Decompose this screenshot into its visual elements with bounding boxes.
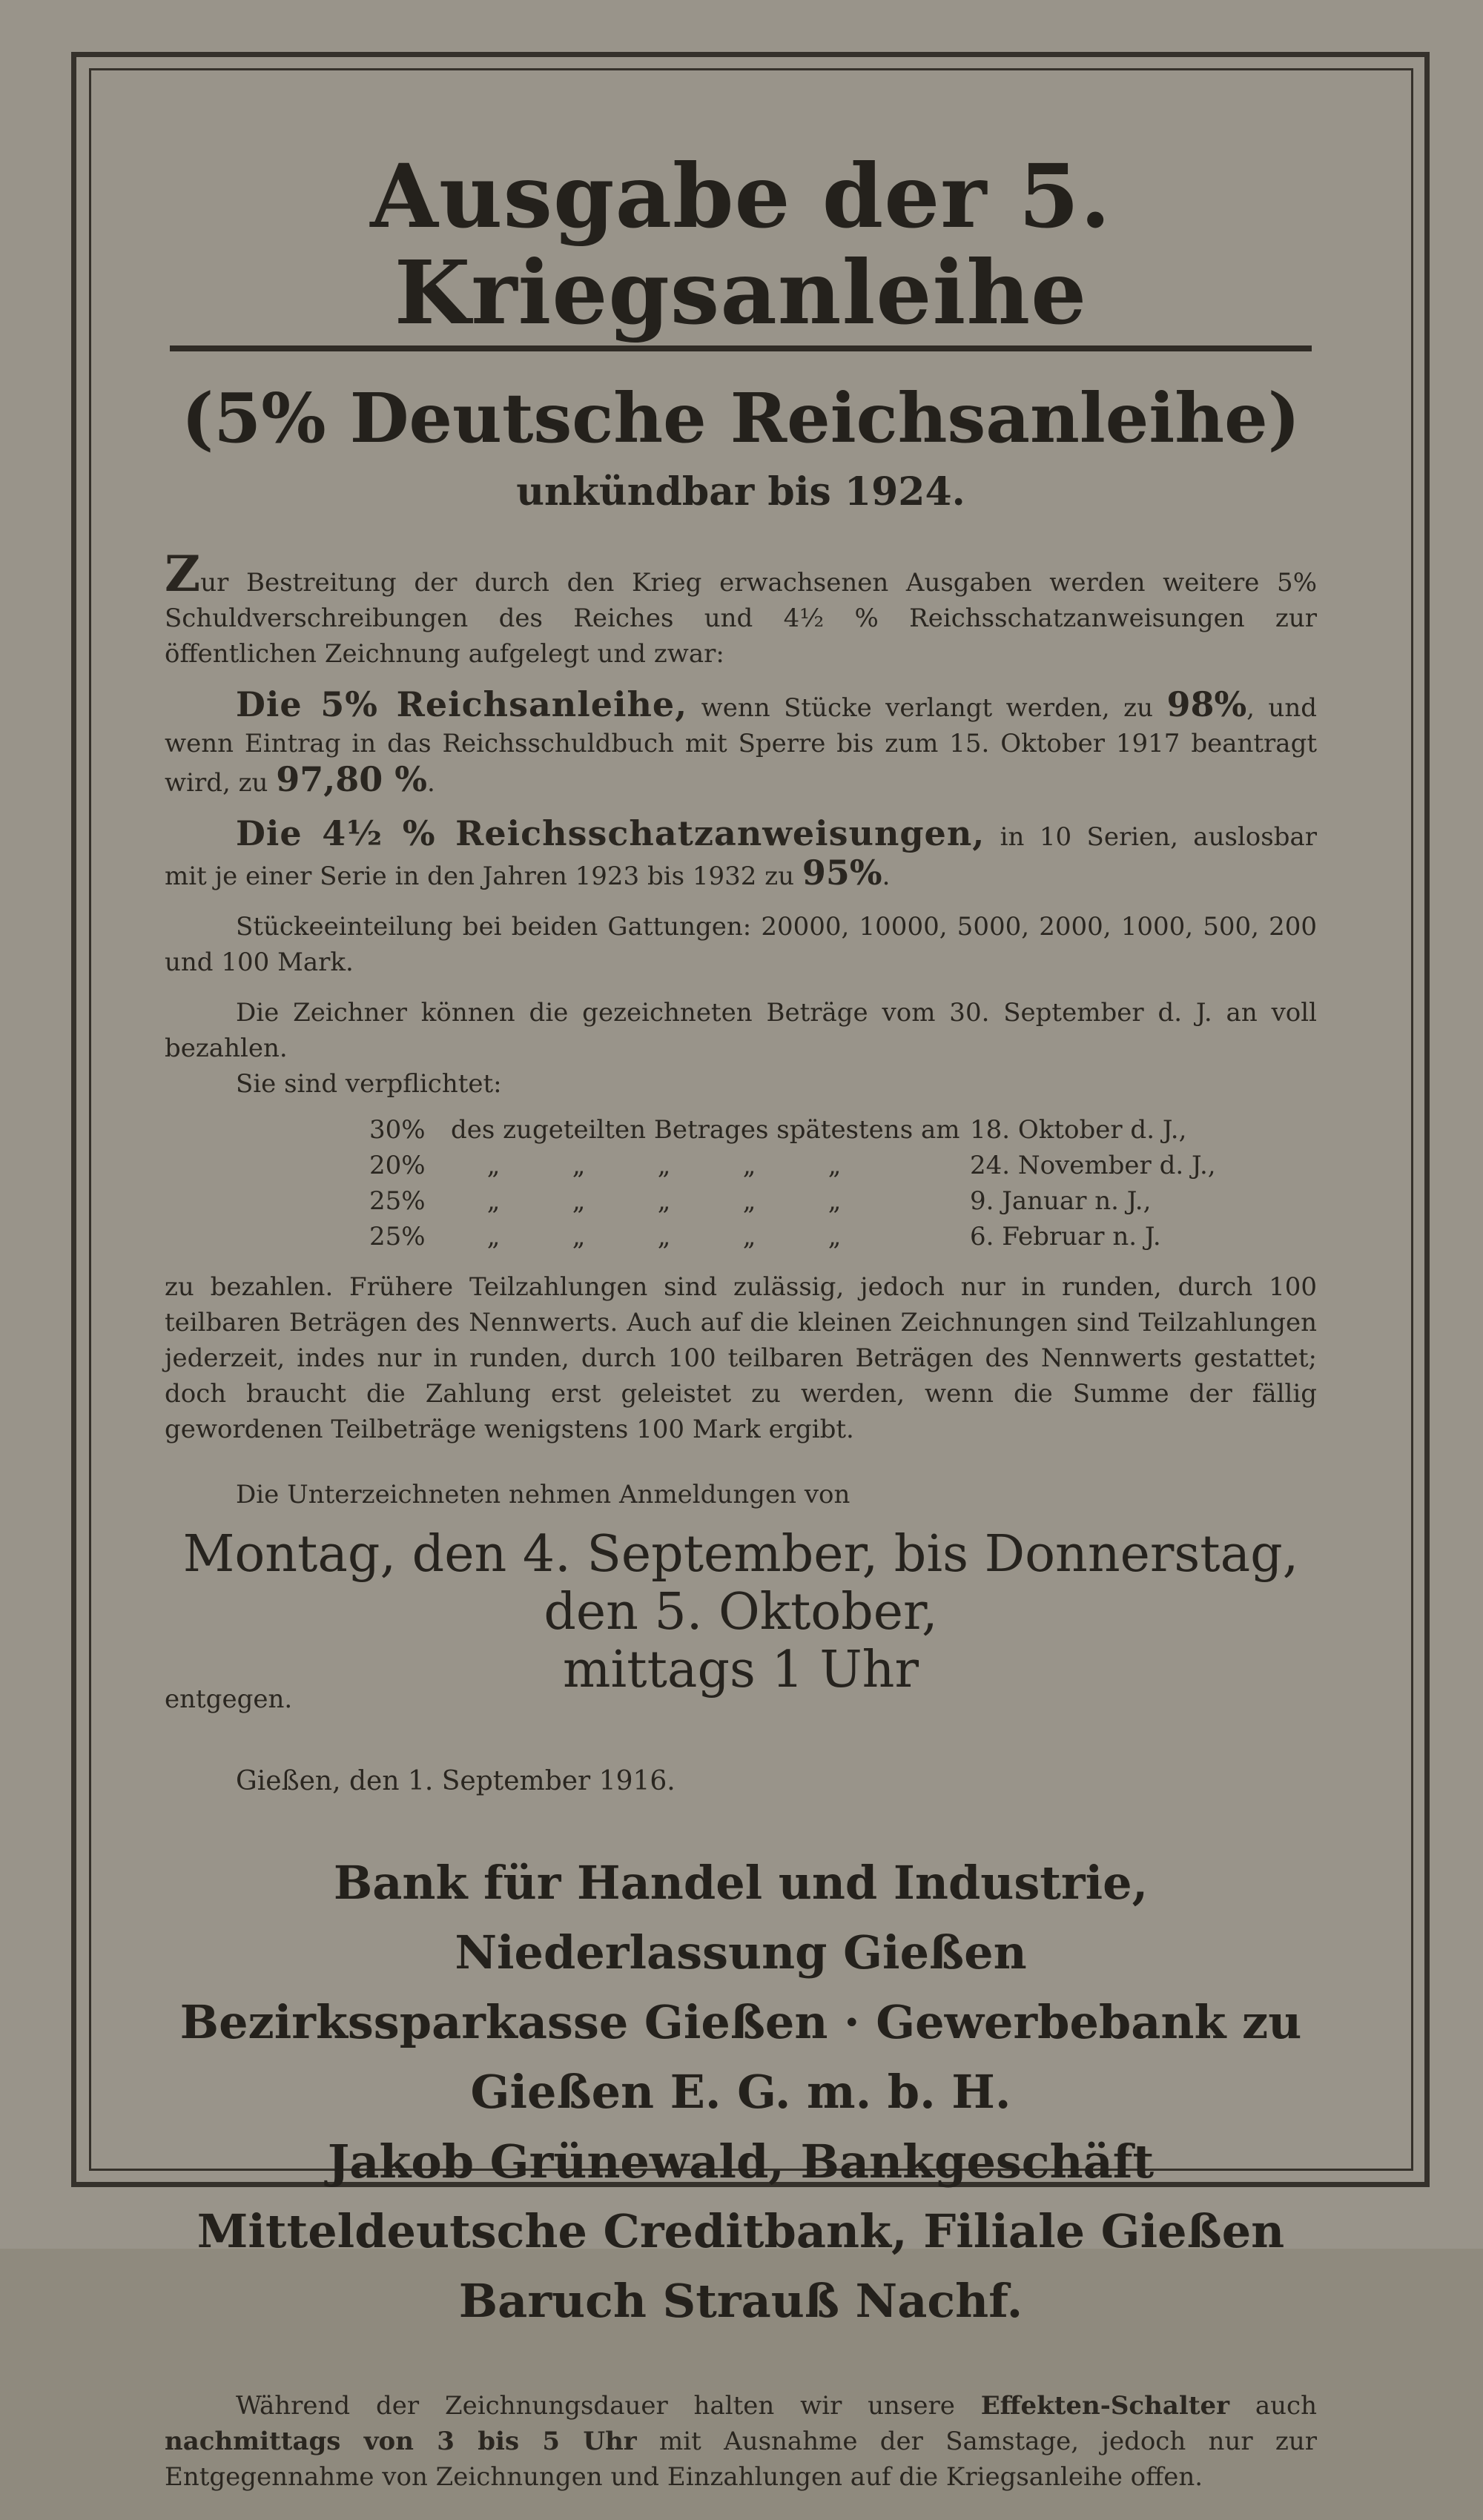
schatz-price: 95% <box>802 852 882 893</box>
schatz-text1: in 10 Serien, auslosbar mit je einer Serie in den Jahren 1923 bis 1932 zu <box>165 821 1318 891</box>
teilzahlung-paragraph: zu bezahlen. Frühere Teilzahlungen sind zulässig, jedoch nur in runden, durch 100 teilbaren Beträgen des Nennwerts. Auch auf die kleinen Zeichnungen sind Teilzahlungen jederzeit, indes nur in runden, durch 100 teilbaren Beträgen des Nennwerts gestattet; doch braucht die Zahlung erst geleistet zu werden, wenn die Summe der fällig gewordenen Teilbeträge wenigstens 100 Mark ergibt. <box>165 1271 1317 1444</box>
schedule-text: des zugeteilten Betrages spätestens am <box>451 1114 960 1145</box>
schedule-percent: 25% <box>369 1221 426 1251</box>
subscription-dates: Montag, den 4. September, bis Donnerstag, den 5. Oktober, <box>182 1524 1299 1641</box>
intro-initial: Z <box>165 544 201 603</box>
schedule-date: 6. Februar n. J. <box>970 1221 1161 1251</box>
schatz-lead: Die 4½ % Reichsschatzanweisungen, <box>236 813 985 853</box>
ditto-mark: „ <box>657 1221 671 1251</box>
schedule-row <box>369 1148 1317 1183</box>
title-underline <box>170 345 1312 351</box>
ditto-mark: „ <box>572 1221 586 1251</box>
schedule-date: 9. Januar n. J., <box>970 1185 1152 1216</box>
bank-name: Baruch Strauß Nachf. <box>458 2273 1023 2328</box>
anleihe-price2: 97,80 % <box>276 758 427 799</box>
entgegen-word: entgegen. <box>165 1684 293 1714</box>
payment-schedule <box>369 1112 1317 1254</box>
bank-name: Mitteldeutsche Creditbank, Filiale Gießen <box>196 2203 1285 2258</box>
schedule-percent: 30% <box>369 1114 426 1145</box>
anmeldung-line: Die Unterzeichneten nehmen Anmeldungen von <box>236 1479 851 1509</box>
verpflichtet-line: Sie sind verpflichtet: <box>236 1068 502 1099</box>
schedule-percent: 20% <box>369 1150 426 1180</box>
schedule-ditto-marks <box>451 1219 970 1254</box>
poster-title: Ausgabe der 5. Kriegsanleihe <box>370 145 1112 344</box>
anleihe-price1: 98% <box>1166 684 1247 724</box>
ditto-mark: „ <box>486 1221 501 1251</box>
subscription-period <box>165 1526 1317 1699</box>
intro-text: ur Bestreitung der durch den Krieg erwachsenen Ausgaben werden weitere 5% Schuldverschreibungen des Reiches und 4½ % Reichsschatzanweisungen zur öffentlichen Zeichnung aufgelegt und zwar: <box>165 567 1317 669</box>
zahlung-intro: Die Zeichner können die gezeichneten Beträge vom 30. September d. J. an voll bezahlen. <box>165 997 1317 1063</box>
anleihe-paragraph <box>165 684 1317 801</box>
schedule-row <box>369 1219 1317 1254</box>
bank-name: Bank für Handel und Industrie, Niederlassung Gießen <box>333 1855 1149 1980</box>
anleihe-text2: , und wenn Eintrag in das Reichsschuldbuch mit Sperre bis zum 15. Oktober 1917 beantragt wird, zu <box>165 692 1317 798</box>
schedule-date: 18. Oktober d. J., <box>970 1114 1187 1145</box>
footer-bold: Effekten-Schalter <box>980 2390 1230 2421</box>
bank-name: Bezirkssparkasse Gießen · Gewerbebank zu Gießen E. G. m. b. H. <box>179 1994 1302 2119</box>
subscription-deadline: mittags 1 Uhr <box>563 1640 919 1699</box>
footer-notice <box>165 2388 1317 2495</box>
ditto-mark: „ <box>657 1150 671 1180</box>
ditto-mark: „ <box>572 1150 586 1180</box>
bank-list <box>165 1848 1317 2336</box>
stueckelung-paragraph: Stückeeinteilung bei beiden Gattungen: 20000, 10000, 5000, 2000, 1000, 500, 200 und 100 Mark. <box>165 911 1317 977</box>
place-date: Gießen, den 1. September 1916. <box>236 1765 676 1796</box>
poster-subtitle: (5% Deutsche Reichsanleihe) <box>181 377 1301 458</box>
schedule-row <box>369 1112 1317 1148</box>
schatz-text2: . <box>882 861 891 891</box>
anleihe-text1: wenn Stücke verlangt werden, zu <box>687 692 1167 723</box>
footer-text: Während der Zeichnungsdauer halten wir unsere <box>236 2390 981 2421</box>
bank-name: Jakob Grünewald, Bankgeschäft <box>327 2134 1155 2189</box>
ditto-mark: „ <box>828 1221 842 1251</box>
ditto-mark: „ <box>742 1150 756 1180</box>
footer-text: auch <box>1229 2390 1317 2421</box>
schedule-ditto-marks <box>451 1148 970 1183</box>
schedule-date: 24. November d. J., <box>970 1150 1216 1180</box>
poster-subtitle-term: unkündbar bis 1924. <box>516 469 965 515</box>
intro-paragraph <box>165 544 1317 672</box>
ditto-mark: „ <box>828 1185 842 1216</box>
schedule-percent: 25% <box>369 1185 426 1216</box>
schedule-ditto-marks <box>451 1183 970 1219</box>
ditto-mark: „ <box>742 1185 756 1216</box>
ditto-mark: „ <box>828 1150 842 1180</box>
anleihe-text3: . <box>427 767 435 798</box>
poster-content <box>165 145 1318 2520</box>
ditto-mark: „ <box>486 1185 501 1216</box>
footer-text: mit Ausnahme der Samstage, jedoch nur zur Entgegennahme von Zeichnungen und Einzahlungen auf die Kriegsanleihe offen. <box>165 2426 1317 2492</box>
footer-bold: nachmittags von 3 bis 5 Uhr <box>165 2426 637 2456</box>
ditto-mark: „ <box>572 1185 586 1216</box>
ditto-mark: „ <box>486 1150 501 1180</box>
ditto-mark: „ <box>742 1221 756 1251</box>
schatz-paragraph <box>165 813 1318 894</box>
anleihe-lead: Die 5% Reichsanleihe, <box>236 684 688 724</box>
schedule-row <box>369 1183 1317 1219</box>
ditto-mark: „ <box>657 1185 671 1216</box>
